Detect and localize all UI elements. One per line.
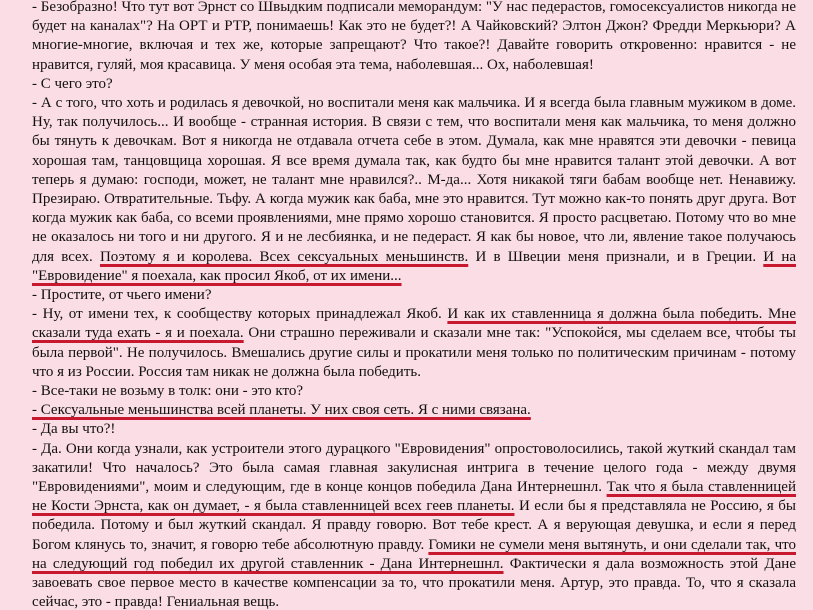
- highlighted-text: Поэтому я и королева. Всех сексуальных меньшинств.: [99, 248, 469, 265]
- text-segment: - А с того, что хоть и родилась я девочкой, но воспитали меня как мальчика. И я всегда была главным мужиком в доме. Ну, так получилось... И вообще - странная история. В связи с тем, что воспитали меня как мальчика, то меня должно бы тянуть к девочкам. Вот я никогда не отдавала отчета себе в этом. Думала, как мне нравятся эти девочки - певица хорошая там, танцовщица хорошая. Я все время думала так, как будто бы мне нравится талант этой девочки. А вот теперь я думаю: господи, может, не талант мне нравился?.. М-да... Хотя никакой тяги бабам вообще нет. Ненавижу. Презираю. Отвратительные. Тьфу. А когда мужик как баба, мне это нравится. Тут можно как-то понять друг друга. Вот когда мужик как баба, со всеми проявлениями, мне прямо хорошо становится. Я просто расцветаю. Потому что во мне не оказалось ни того и ни другого. Я и не лесбиянка, и не педераст. Я как бы новое, что ли, явление такое получаюсь для всех.: [32, 95, 796, 265]
- text-segment: Фактически я дала возможность этой Дане завоевать свое первое место в качестве компенсации за то, что прокатили меня. Артур, это правда. То, что я сказала сейчас, это - правда! Гениальная вещь.: [32, 555, 796, 610]
- text-segment: - Безобразно! Что тут вот Эрнст со Швыдким подписали меморандум: "У нас педерастов, гомосексуалистов никогда не будет на каналах"? На ОРТ и РТР, понимаешь! Как это не будет?! А Чайковский? Элтон Джон? Фредди Меркьюри? А многие-многие, включая и тех же, которые запрещают? Что такое?! Давайте говорить откровенно: нравится - не нравится, гуляй, моя красавица. У меня особая эта тема, наболевшая... Ох, наболевшая!: [32, 0, 796, 73]
- text-segment: - Все-таки не возьму в толк: они - это кто?: [32, 383, 304, 400]
- paragraph: [32, 440, 796, 610]
- interview-text: [32, 0, 796, 610]
- paragraph: [32, 420, 796, 439]
- text-segment: И если бы я представляла не Россию, я бы победила. Потому и был жуткий скандал. Я правду говорю. Вот тебе крест. А я верующая девушка, и если я перед Богом клянусь то, значит, я говорю тебе абсолютную правду.: [32, 498, 796, 553]
- text-segment: - Да вы что?!: [32, 421, 116, 438]
- paragraph: [32, 305, 796, 382]
- text-segment: - Да. Они когда узнали, как устроители этого дурацкого "Евровидения" опростоволосились, такой жуткий скандал там закатили! Что началось? Это была самая главная закулисная интрига в течение целого года - между двумя "Евровидениями", моим и следующим, где в конце концов победила Дана Интернешнл.: [32, 440, 796, 496]
- text-segment: - Простите, от чьего имени?: [32, 287, 212, 304]
- highlighted-text: Гомики не сумели меня вытянуть, и они сделали так, что на следующий год победил их другой ставленник - Дана Интернешнл.: [32, 536, 796, 572]
- paragraph: [32, 94, 796, 286]
- text-segment: - С чего это?: [32, 75, 113, 92]
- text-segment: - Ну, от имени тех, к сообществу которых принадлежал Якоб.: [32, 306, 448, 323]
- highlighted-text: - Сексуальные меньшинства всей планеты. У них своя сеть. Я с ними связана.: [32, 402, 531, 419]
- paragraph: [32, 401, 796, 420]
- paragraph: [32, 0, 796, 75]
- highlighted-text: И на "Евровидение" я поехала, как просил Якоб, от их имени...: [32, 248, 797, 284]
- text-segment: И в Швеции меня признали, и в Греции.: [468, 248, 764, 265]
- paragraph: [32, 382, 796, 401]
- text-segment: Они страшно переживали и сказали мне так: "Успокойся, мы сделаем все, чтобы ты была первой". Не получилось. Вмешались другие силы и прокатили меня только по политическим причинам - потому что я из России. Россия там никак не должна была победить.: [32, 325, 796, 380]
- highlighted-text: И как их ставленница я должна была победить. Мне сказали туда ехать - я и поехала.: [32, 306, 796, 342]
- paragraph: [32, 286, 796, 305]
- highlighted-text: Так что я была ставленницей не Кости Эрнста, как он думает, - я была ставленницей всех геев планеты.: [32, 479, 796, 515]
- paragraph: [32, 75, 796, 94]
